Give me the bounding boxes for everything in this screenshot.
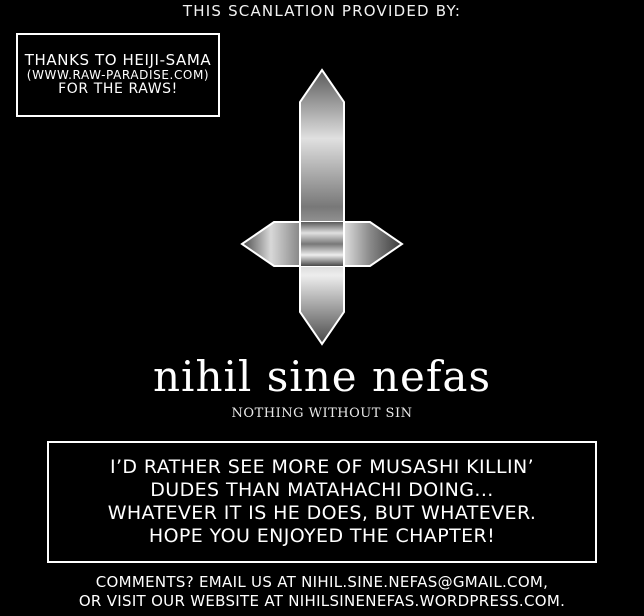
message-line-1: I’D RATHER SEE MORE OF MUSASHI KILLIN’ — [109, 455, 535, 478]
page-title: THIS SCANLATION PROVIDED BY: — [182, 2, 462, 20]
cross-graphic-container — [0, 62, 644, 352]
group-name: nihil sine nefas — [152, 352, 492, 401]
footer-website-line: OR VISIT OUR WEBSITE AT NIHILSINENEFAS.WORDPRESS.COM. — [78, 591, 566, 610]
contact-footer — [0, 573, 644, 611]
thanks-line-3: FOR THE RAWS! — [58, 81, 178, 98]
group-motto: NOTHING WITHOUT SIN — [231, 406, 413, 421]
inverted-cross-icon — [232, 62, 412, 352]
thanks-line-2-raw-source-url: (WWW.RAW-PARADISE.COM) — [26, 67, 210, 82]
translator-message-box — [47, 441, 597, 563]
message-line-3: WHATEVER IT IS HE DOES, BUT WHATEVER. — [107, 502, 537, 524]
message-line-4: HOPE YOU ENJOYED THE CHAPTER! — [148, 525, 496, 548]
footer-email-line: COMMENTS? EMAIL US AT NIHIL.SINE.NEFAS@GMAIL.COM, — [95, 573, 549, 591]
thanks-line-1: THANKS TO HEIJI-SAMA — [24, 51, 212, 70]
message-line-2: DUDES THAN MATAHACHI DOING... — [150, 478, 494, 501]
